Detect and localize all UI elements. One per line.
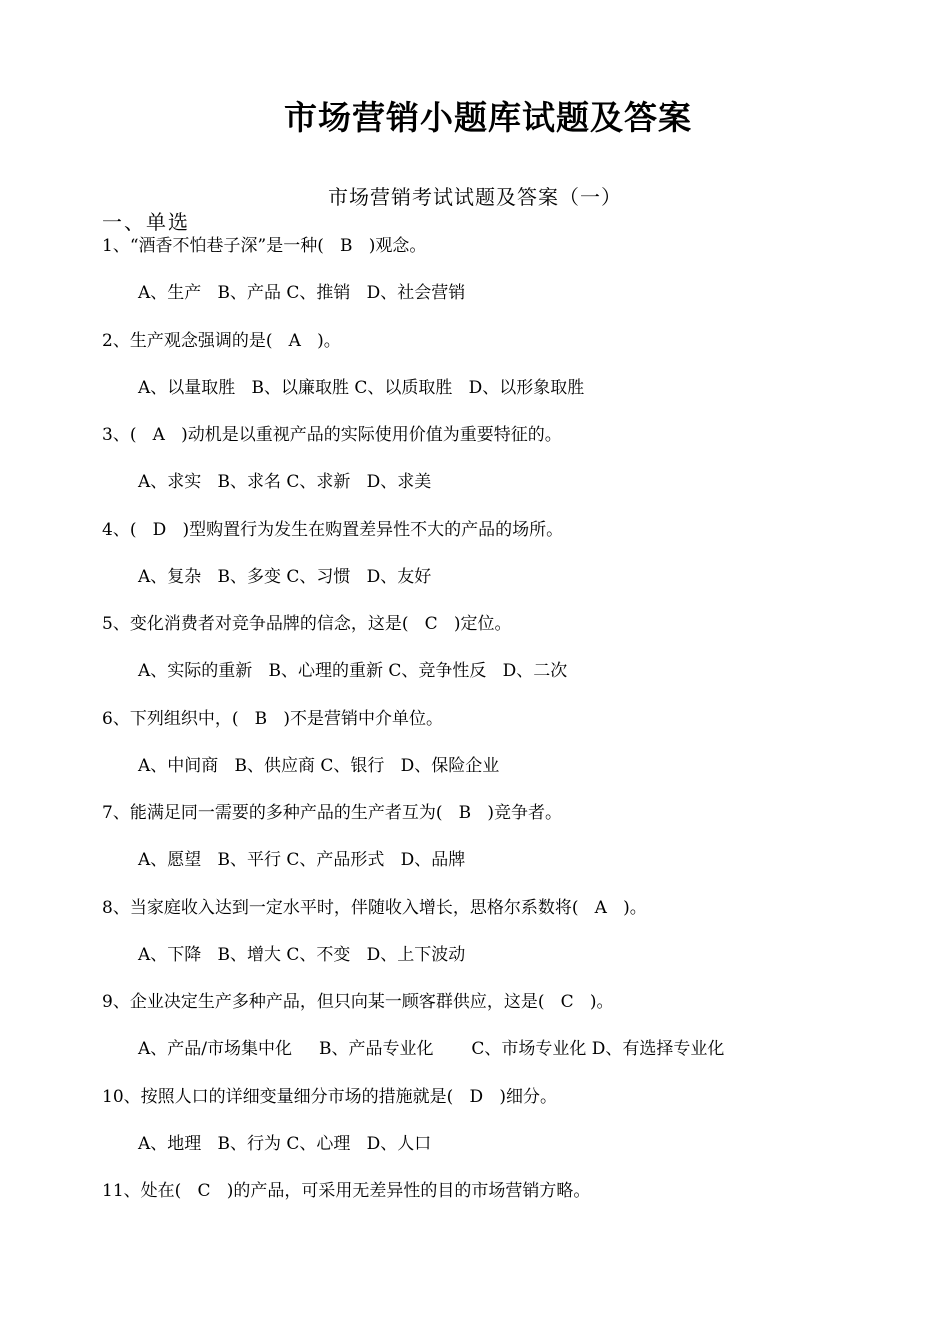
question-text: 10、按照人口的详细变量细分市场的措施就是( D )细分。 — [102, 1086, 557, 1107]
question-item — [102, 1176, 922, 1271]
question-text: 4、( D )型购置行为发生在购置差异性不大的产品的场所。 — [102, 519, 564, 540]
question-options: A、实际的重新 B、心理的重新 C、竞争性反 D、二次 — [138, 661, 568, 681]
document-title: 市场营销小题库试题及答案 — [284, 98, 692, 137]
question-text: 2、生产观念强调的是( A )。 — [102, 330, 341, 351]
question-options: A、求实 B、求名 C、求新 D、求美 — [138, 472, 432, 492]
document-subtitle: 市场营销考试试题及答案（一） — [328, 185, 622, 209]
question-item — [102, 987, 922, 1082]
question-item — [102, 609, 922, 704]
question-text: 9、企业决定生产多种产品，但只向某一顾客群供应，这是( C )。 — [102, 992, 614, 1012]
question-options: A、中间商 B、供应商 C、银行 D、保险企业 — [138, 755, 500, 776]
question-item — [102, 893, 922, 988]
question-text: 8、当家庭收入达到一定水平时，伴随收入增长，思格尔系数将( A )。 — [102, 897, 647, 918]
question-options: A、复杂 B、多变 C、习惯 D、友好 — [138, 566, 432, 587]
question-text: 6、下列组织中，( B )不是营销中介单位。 — [102, 708, 443, 729]
question-item — [102, 1082, 922, 1177]
question-options: A、下降 B、增大 C、不变 D、上下波动 — [138, 944, 466, 965]
question-item — [102, 704, 922, 799]
question-options: A、产品/市场集中化 B、产品专业化 C、市场专业化 D、有选择专业化 — [138, 1039, 725, 1059]
question-text: 11、处在( C )的产品，可采用无差异性的目的市场营销方略。 — [102, 1181, 591, 1201]
question-options: A、愿望 B、平行 C、产品形式 D、品牌 — [138, 850, 466, 870]
section-heading: 一、单选 — [102, 210, 190, 234]
question-text: 1、“酒香不怕巷子深”是一种( B )观念。 — [102, 236, 427, 256]
question-options: A、以量取胜 B、以廉取胜 C、以质取胜 D、以形象取胜 — [138, 377, 585, 398]
question-options: A、生产 B、产品 C、推销 D、社会营销 — [138, 283, 466, 303]
question-item — [102, 326, 922, 421]
question-item — [102, 420, 922, 515]
question-item — [102, 798, 922, 893]
question-item — [102, 231, 922, 326]
question-text: 7、能满足同一需要的多种产品的生产者互为( B )竞争者。 — [102, 803, 562, 823]
question-options: A、地理 B、行为 C、心理 D、人口 — [138, 1133, 432, 1154]
question-text: 5、变化消费者对竞争品牌的信念，这是( C )定位。 — [102, 614, 512, 634]
question-item — [102, 515, 922, 610]
question-list — [102, 231, 922, 1271]
question-text: 3、( A )动机是以重视产品的实际使用价值为重要特征的。 — [102, 425, 562, 445]
